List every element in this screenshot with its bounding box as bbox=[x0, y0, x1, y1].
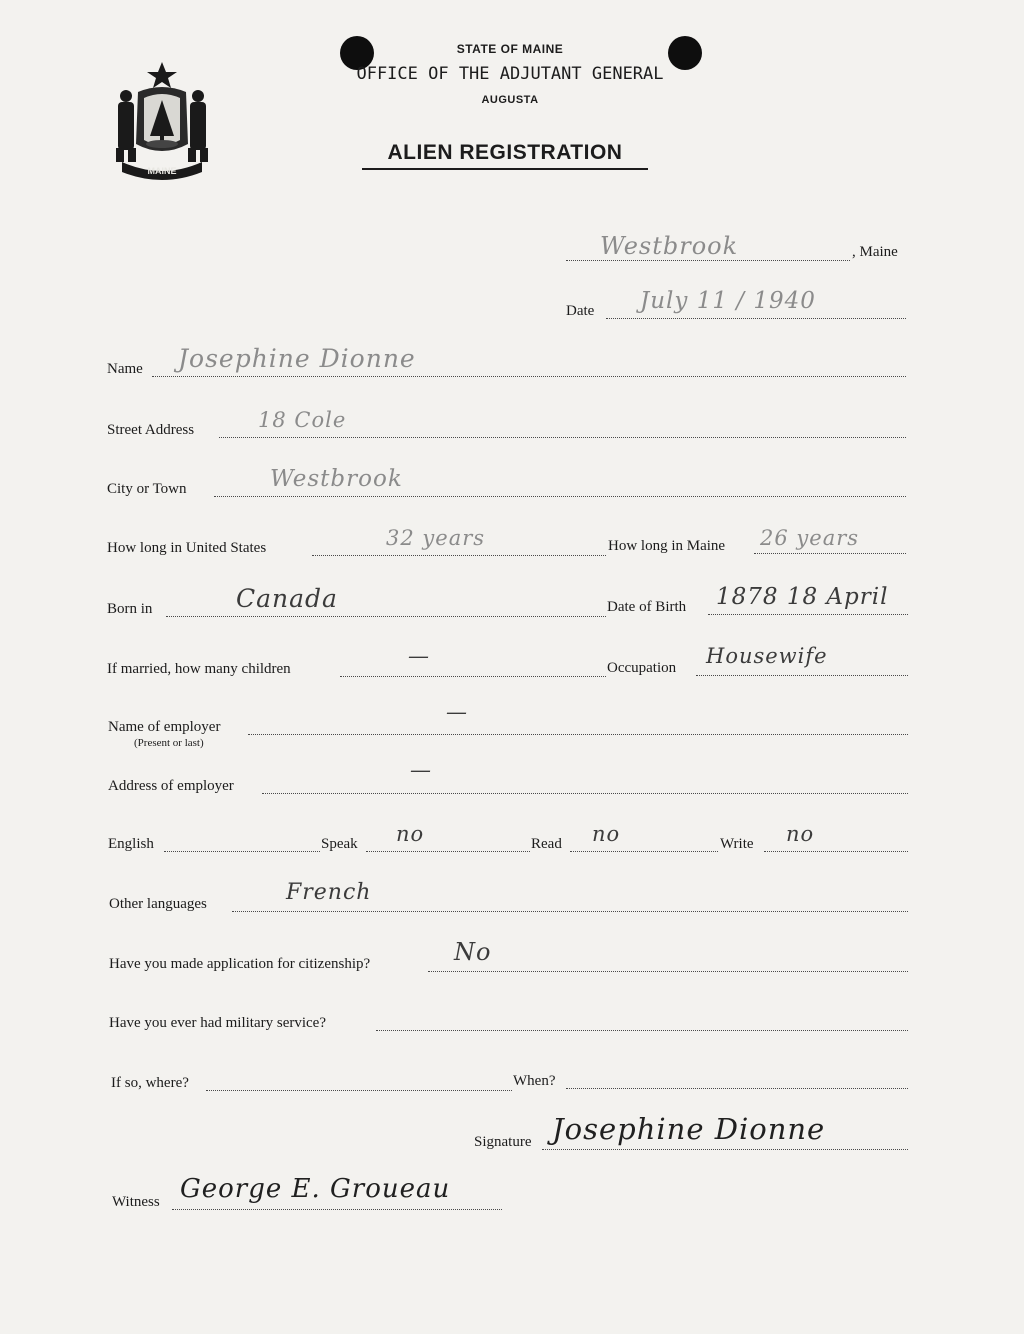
signature-value[interactable]: Josephine Dionne bbox=[552, 1112, 826, 1146]
employer-address-value[interactable]: — bbox=[410, 758, 432, 782]
other-languages-value[interactable]: French bbox=[286, 880, 372, 905]
employer-address-line bbox=[262, 793, 908, 794]
witness-value[interactable]: George E. Groueau bbox=[180, 1174, 451, 1204]
seal-banner-text: MAINE bbox=[147, 166, 177, 176]
name-value[interactable]: Josephine Dionne bbox=[178, 344, 416, 373]
how-long-us-line bbox=[312, 555, 606, 556]
street-address-value[interactable]: 18 Cole bbox=[258, 408, 347, 432]
location-line bbox=[566, 260, 850, 261]
speak-label: Speak bbox=[321, 836, 358, 852]
city-town-line bbox=[214, 496, 906, 497]
citizenship-value[interactable]: No bbox=[454, 938, 492, 966]
dob-value[interactable]: 1878 18 April bbox=[716, 584, 889, 610]
witness-label: Witness bbox=[112, 1194, 160, 1210]
read-line bbox=[570, 851, 718, 852]
children-label: If married, how many children bbox=[107, 661, 291, 677]
dob-label: Date of Birth bbox=[607, 599, 687, 615]
employer-name-value[interactable]: — bbox=[446, 700, 468, 724]
name-line bbox=[152, 376, 906, 377]
military-line bbox=[376, 1030, 908, 1031]
location-suffix: , Maine bbox=[852, 244, 898, 260]
when-label: When? bbox=[513, 1073, 556, 1089]
employer-name-line bbox=[248, 734, 908, 735]
witness-line bbox=[172, 1209, 502, 1210]
born-in-line bbox=[166, 616, 606, 617]
write-label: Write bbox=[720, 836, 754, 852]
speak-value[interactable]: no bbox=[396, 822, 425, 846]
write-line bbox=[764, 851, 908, 852]
children-line bbox=[340, 676, 606, 677]
name-label: Name bbox=[107, 361, 143, 377]
citizenship-label: Have you made application for citizenship? bbox=[109, 956, 371, 972]
form-title: ALIEN REGISTRATION bbox=[362, 141, 648, 170]
other-languages-label: Other languages bbox=[109, 896, 207, 912]
date-label: Date bbox=[566, 303, 595, 319]
signature-label: Signature bbox=[474, 1134, 532, 1150]
signature-line bbox=[542, 1149, 908, 1150]
street-address-line bbox=[219, 437, 906, 438]
date-value[interactable]: July 11 / 1940 bbox=[640, 288, 816, 314]
how-long-maine-value[interactable]: 26 years bbox=[760, 526, 860, 550]
read-value[interactable]: no bbox=[592, 822, 621, 846]
header-city: AUGUSTA bbox=[481, 94, 539, 106]
occupation-value[interactable]: Housewife bbox=[706, 644, 828, 668]
children-value[interactable]: — bbox=[408, 644, 430, 668]
how-long-maine-line bbox=[754, 553, 906, 554]
how-long-us-label: How long in United States bbox=[107, 540, 267, 556]
occupation-line bbox=[696, 675, 908, 676]
born-in-value[interactable]: Canada bbox=[236, 584, 338, 613]
read-label: Read bbox=[531, 836, 562, 852]
how-long-maine-label: How long in Maine bbox=[608, 538, 726, 554]
english-label: English bbox=[108, 836, 154, 852]
when-line bbox=[566, 1088, 908, 1089]
other-languages-line bbox=[232, 911, 908, 912]
dob-line bbox=[708, 614, 908, 615]
write-value[interactable]: no bbox=[786, 822, 815, 846]
citizenship-line bbox=[428, 971, 908, 972]
employer-address-label: Address of employer bbox=[108, 778, 234, 794]
city-town-label: City or Town bbox=[107, 481, 187, 497]
occupation-label: Occupation bbox=[607, 660, 677, 676]
english-line bbox=[164, 851, 320, 852]
maine-state-seal-icon bbox=[108, 58, 216, 182]
where-line bbox=[206, 1090, 512, 1091]
date-line bbox=[606, 318, 906, 319]
header-office: OFFICE OF THE ADJUTANT GENERAL bbox=[356, 64, 664, 84]
header-state: STATE OF MAINE bbox=[456, 42, 564, 56]
where-label: If so, where? bbox=[111, 1075, 189, 1091]
speak-line bbox=[366, 851, 530, 852]
how-long-us-value[interactable]: 32 years bbox=[386, 526, 486, 550]
city-town-value[interactable]: Westbrook bbox=[270, 466, 403, 492]
employer-name-label: Name of employer bbox=[108, 719, 221, 735]
location-value[interactable]: Westbrook bbox=[600, 232, 739, 260]
born-in-label: Born in bbox=[107, 601, 153, 617]
street-address-label: Street Address bbox=[107, 422, 195, 438]
employer-name-sublabel: (Present or last) bbox=[134, 737, 204, 749]
military-label: Have you ever had military service? bbox=[109, 1015, 326, 1031]
